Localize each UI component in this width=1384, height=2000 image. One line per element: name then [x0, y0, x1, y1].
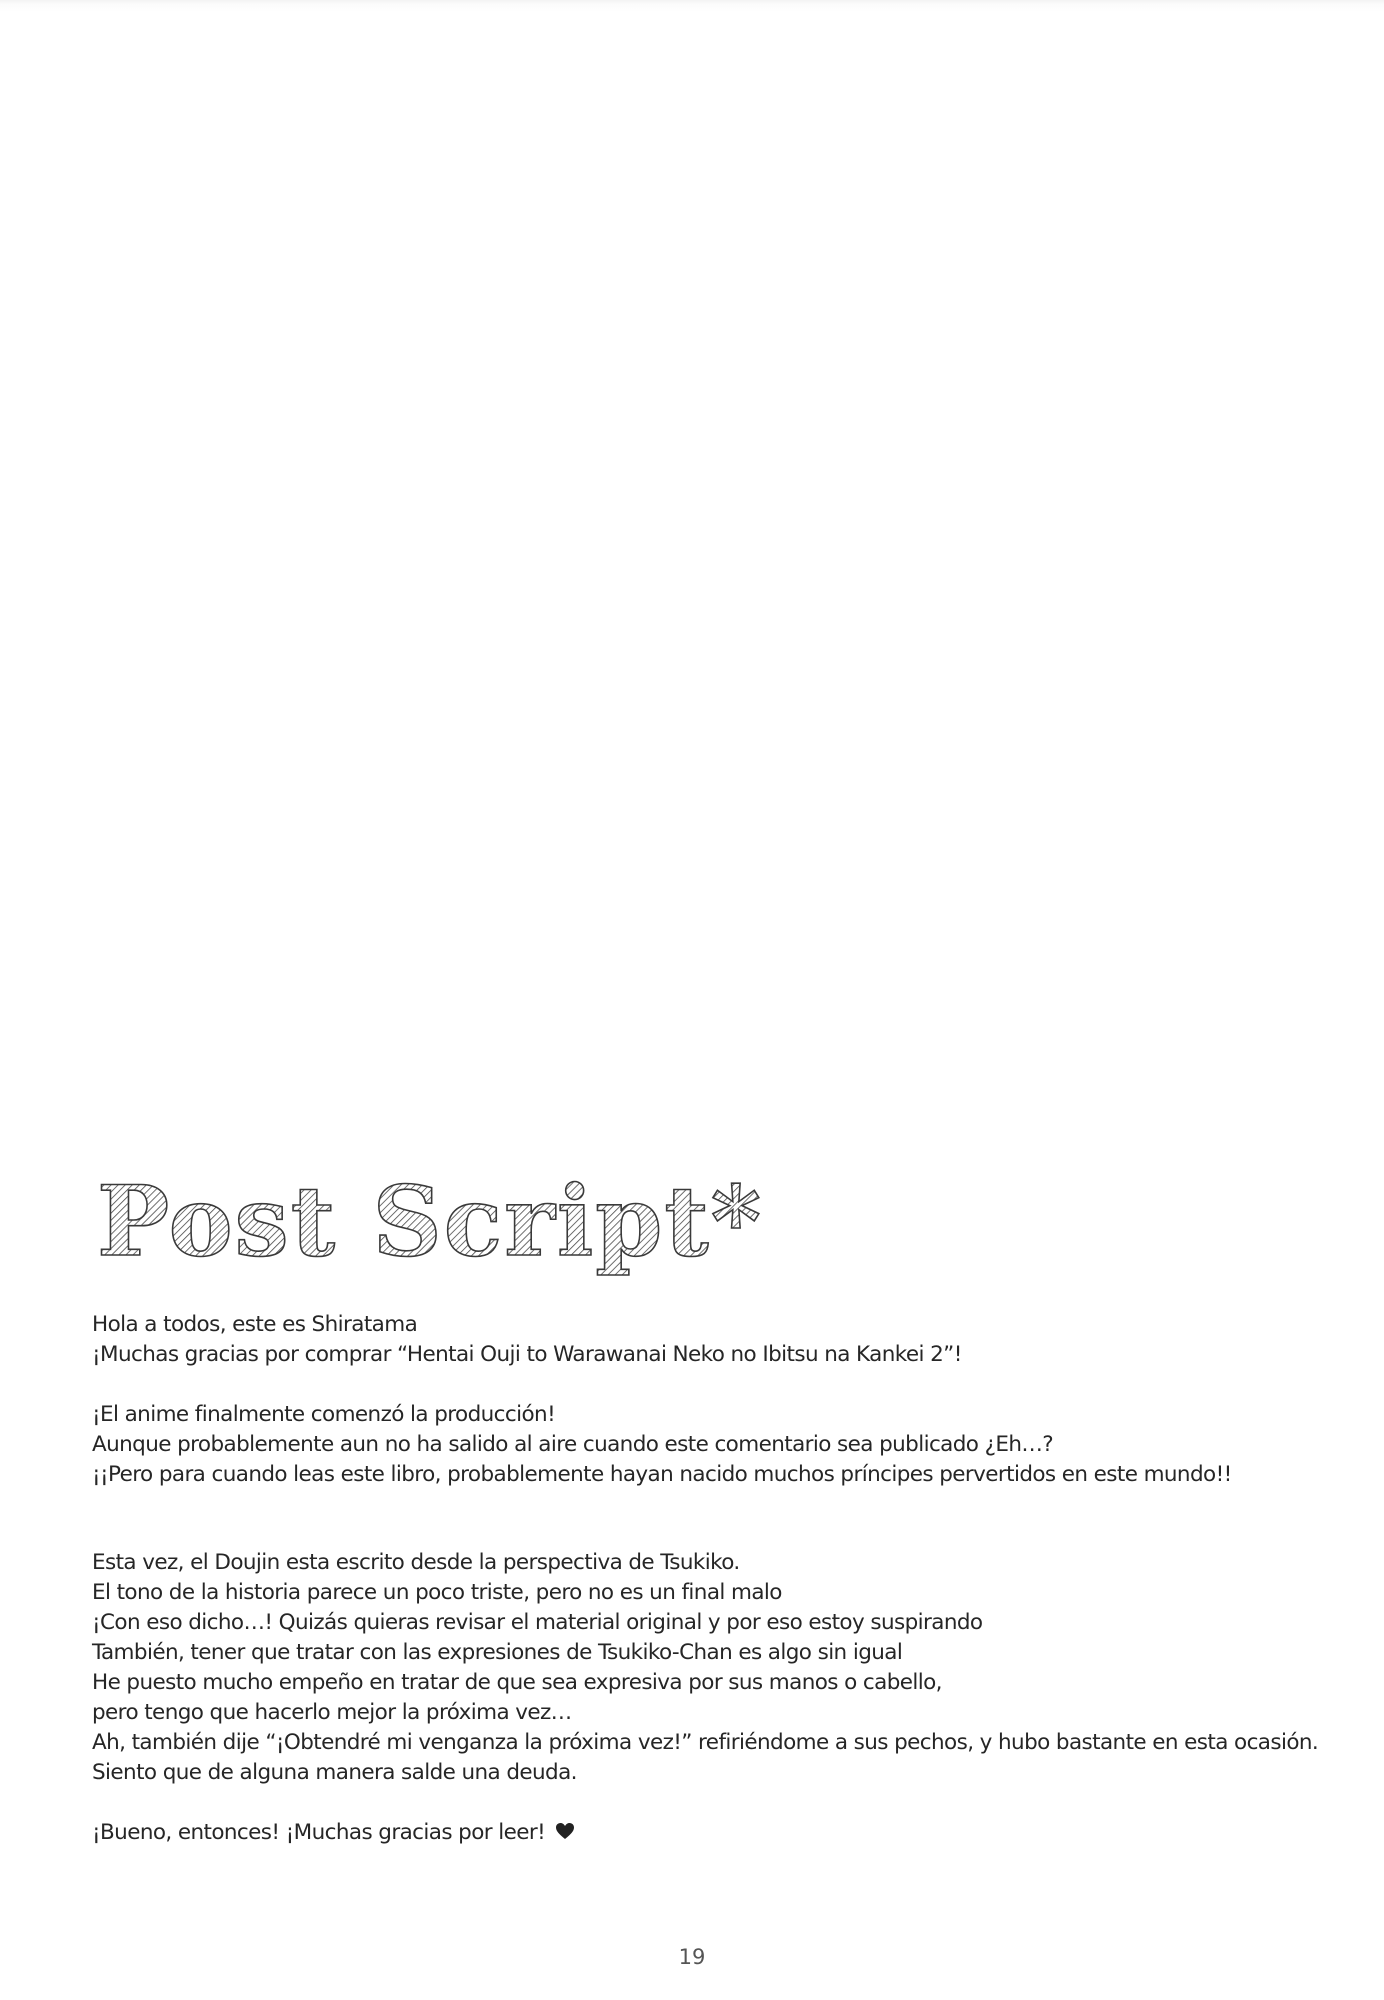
text-line-content: ¡El anime finalmente comenzó la producción! — [92, 1402, 556, 1427]
title-text: Post Script* — [97, 1165, 763, 1278]
title-graphic — [95, 1165, 815, 1285]
text-line-content: Siento que de alguna manera salde una deuda. — [92, 1760, 577, 1785]
paragraph-gap — [92, 1788, 1342, 1818]
text-line — [92, 1340, 1342, 1370]
post-script-title — [95, 1165, 815, 1285]
text-line-content: ¡Con eso dicho…! Quizás quieras revisar el material original y por eso estoy suspirando — [92, 1610, 983, 1635]
text-line-content: Aunque probablemente aun no ha salido al aire cuando este comentario sea publicado ¿Eh…? — [92, 1432, 1054, 1457]
text-line — [92, 1430, 1342, 1460]
text-line — [92, 1310, 1342, 1340]
page-number: 19 — [678, 1945, 706, 1969]
paragraph-gap — [92, 1490, 1342, 1548]
text-line-content: Ah, también dije “¡Obtendré mi venganza la próxima vez!” refiriéndome a sus pechos, y hubo bastante en esta ocasión. — [92, 1730, 1319, 1755]
text-line — [92, 1460, 1342, 1490]
text-line-content: El tono de la historia parece un poco triste, pero no es un final malo — [92, 1580, 782, 1605]
text-line — [92, 1400, 1342, 1430]
text-line — [92, 1758, 1342, 1788]
text-line — [92, 1548, 1342, 1578]
text-line-content: He puesto mucho empeño en tratar de que sea expresiva por sus manos o cabello, — [92, 1670, 942, 1695]
text-line — [92, 1578, 1342, 1608]
text-line — [92, 1728, 1342, 1758]
text-line-content: ¡Bueno, entonces! ¡Muchas gracias por leer! — [92, 1820, 546, 1845]
text-line-content: pero tengo que hacerlo mejor la próxima vez… — [92, 1700, 572, 1725]
heart-icon — [555, 1822, 575, 1840]
text-line — [92, 1668, 1342, 1698]
text-line-content: Hola a todos, este es Shiratama — [92, 1312, 418, 1337]
text-line — [92, 1608, 1342, 1638]
text-line-content: También, tener que tratar con las expresiones de Tsukiko-Chan es algo sin igual — [92, 1640, 903, 1665]
text-line-content: ¡¡Pero para cuando leas este libro, probablemente hayan nacido muchos príncipes pervertidos en este mundo!! — [92, 1462, 1232, 1487]
text-line — [92, 1698, 1342, 1728]
afterword-body — [92, 1310, 1342, 1848]
text-line-content: Esta vez, el Doujin esta escrito desde la perspectiva de Tsukiko. — [92, 1550, 740, 1575]
text-line — [92, 1638, 1342, 1668]
text-line-content: ¡Muchas gracias por comprar “Hentai Ouji to Warawanai Neko no Ibitsu na Kankei 2”! — [92, 1342, 962, 1367]
text-line — [92, 1818, 1342, 1848]
paragraph-gap — [92, 1370, 1342, 1400]
